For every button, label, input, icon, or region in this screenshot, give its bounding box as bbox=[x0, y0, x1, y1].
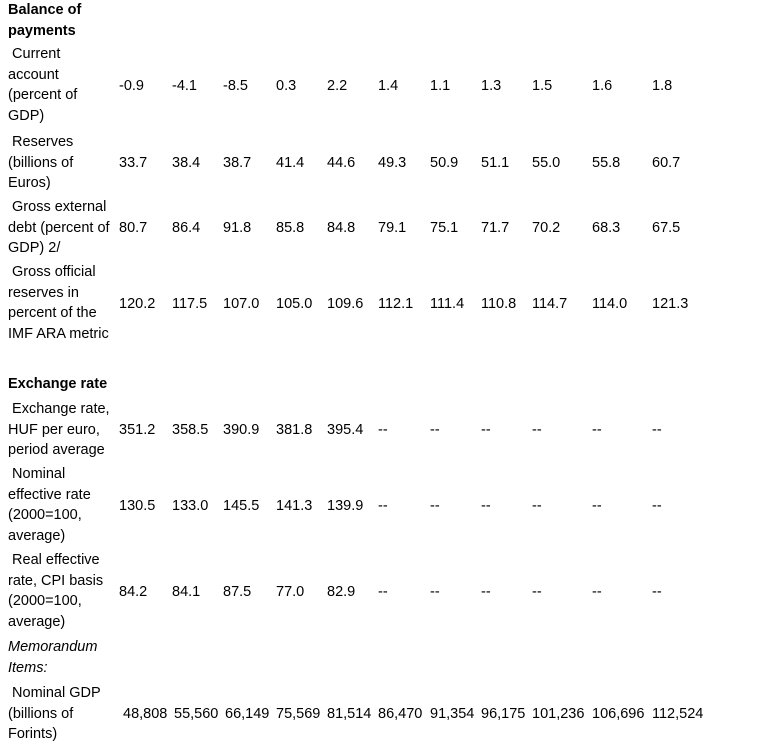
row-label: Current account (percent of GDP) bbox=[8, 46, 78, 125]
table-cell: 86,470 bbox=[378, 705, 423, 722]
table-cell: 86.4 bbox=[172, 219, 201, 236]
table-cell: -- bbox=[592, 583, 602, 600]
table-cell: -- bbox=[430, 583, 440, 600]
table-cell: 1.6 bbox=[592, 77, 613, 94]
table-cell: 84.8 bbox=[327, 219, 356, 236]
table-cell: 109.6 bbox=[327, 295, 364, 312]
table-row bbox=[0, 132, 779, 194]
row-label: Real effective rate, CPI basis (2000=100, average) bbox=[8, 552, 104, 631]
table-cell: 38.7 bbox=[223, 154, 252, 171]
row-label: Gross external debt (percent of GDP) 2/ bbox=[8, 199, 110, 257]
table-cell: 84.2 bbox=[119, 583, 148, 600]
table-cell: 1.3 bbox=[481, 77, 502, 94]
table-row bbox=[0, 197, 779, 259]
table-cell: 87.5 bbox=[223, 583, 252, 600]
table-cell: 112.1 bbox=[378, 295, 414, 312]
table-cell: 395.4 bbox=[327, 421, 364, 438]
table-cell: 114.7 bbox=[532, 295, 568, 312]
table-cell: -- bbox=[378, 497, 388, 514]
table-row bbox=[0, 550, 779, 634]
row-label: Nominal effective rate (2000=100, average) bbox=[8, 466, 91, 545]
table-row bbox=[0, 262, 779, 346]
table-cell: -- bbox=[532, 497, 542, 514]
table-cell: -- bbox=[652, 421, 662, 438]
table-cell: 75.1 bbox=[430, 219, 459, 236]
table-cell: 33.7 bbox=[119, 154, 148, 171]
table-cell: -- bbox=[378, 421, 388, 438]
table-cell: 71.7 bbox=[481, 219, 510, 236]
table-cell: 110.8 bbox=[481, 295, 517, 312]
table-cell: 2.2 bbox=[327, 77, 348, 94]
table-cell: 79.1 bbox=[378, 219, 407, 236]
table-cell: 49.3 bbox=[378, 154, 407, 171]
table-cell: -- bbox=[652, 497, 662, 514]
table-cell: -8.5 bbox=[223, 77, 248, 94]
table-cell: -- bbox=[481, 497, 491, 514]
table-cell: -- bbox=[652, 583, 662, 600]
table-cell: 145.5 bbox=[223, 497, 260, 514]
table-cell: 106,696 bbox=[592, 705, 645, 722]
table-cell: 77.0 bbox=[276, 583, 305, 600]
table-cell: 81,514 bbox=[327, 705, 372, 722]
table-cell: 1.8 bbox=[652, 77, 673, 94]
table-cell: 1.5 bbox=[532, 77, 553, 94]
table-cell: -- bbox=[592, 497, 602, 514]
table-cell: 44.6 bbox=[327, 154, 356, 171]
table-cell: 50.9 bbox=[430, 154, 459, 171]
table-cell: 114.0 bbox=[592, 295, 628, 312]
section-title-memorandum: Memorandum Items: bbox=[8, 639, 98, 676]
table-cell: 66,149 bbox=[225, 705, 270, 722]
table-cell: -- bbox=[532, 421, 542, 438]
table-cell: 38.4 bbox=[172, 154, 201, 171]
table-row bbox=[0, 464, 779, 548]
table-cell: 1.4 bbox=[378, 77, 399, 94]
table-cell: 60.7 bbox=[652, 154, 681, 171]
table-cell: 358.5 bbox=[172, 421, 209, 438]
section-title-exchange-rate: Exchange rate bbox=[8, 376, 108, 392]
row-label: Exchange rate, HUF per euro, period average bbox=[8, 401, 110, 459]
table-row bbox=[0, 399, 779, 461]
table-cell: 91.8 bbox=[223, 219, 252, 236]
table-row bbox=[0, 44, 779, 128]
table-cell: 80.7 bbox=[119, 219, 148, 236]
table-cell: 0.3 bbox=[276, 77, 297, 94]
table-cell: -- bbox=[378, 583, 388, 600]
table-cell: -- bbox=[532, 583, 542, 600]
table-cell: 75,569 bbox=[276, 705, 321, 722]
table-cell: 91,354 bbox=[430, 705, 475, 722]
table-cell: 139.9 bbox=[327, 497, 364, 514]
table-cell: 67.5 bbox=[652, 219, 681, 236]
table-cell: -- bbox=[481, 583, 491, 600]
table-cell: 68.3 bbox=[592, 219, 621, 236]
section-title-balance-of-payments: Balance of payments bbox=[8, 2, 82, 39]
table-cell: 55.0 bbox=[532, 154, 561, 171]
table-cell: 141.3 bbox=[276, 497, 313, 514]
table-cell: 390.9 bbox=[223, 421, 260, 438]
table-row bbox=[0, 683, 779, 745]
table-cell: 101,236 bbox=[532, 705, 585, 722]
table-cell: 121.3 bbox=[652, 295, 689, 312]
table-cell: 85.8 bbox=[276, 219, 305, 236]
table-cell: 82.9 bbox=[327, 583, 356, 600]
table-cell: -- bbox=[592, 421, 602, 438]
table-cell: 133.0 bbox=[172, 497, 209, 514]
row-label: Nominal GDP (billions of Forints) bbox=[8, 685, 101, 743]
table-cell: 112,524 bbox=[652, 705, 704, 722]
table-cell: 48,808 bbox=[123, 705, 168, 722]
table-cell: 117.5 bbox=[172, 295, 208, 312]
table-cell: -- bbox=[430, 497, 440, 514]
table-cell: 1.1 bbox=[430, 77, 451, 94]
table-cell: 105.0 bbox=[276, 295, 313, 312]
table-cell: 130.5 bbox=[119, 497, 156, 514]
row-label: Gross official reserves in percent of the IMF ARA metric bbox=[8, 264, 109, 343]
table-cell: -- bbox=[481, 421, 491, 438]
table-cell: 70.2 bbox=[532, 219, 561, 236]
table-cell: 84.1 bbox=[172, 583, 201, 600]
table-cell: 51.1 bbox=[481, 154, 510, 171]
table-cell: 351.2 bbox=[119, 421, 156, 438]
table-cell: -0.9 bbox=[119, 77, 144, 94]
table-cell: 120.2 bbox=[119, 295, 156, 312]
row-label: Reserves (billions of Euros) bbox=[8, 134, 74, 192]
table-cell: 107.0 bbox=[223, 295, 260, 312]
table-cell: 96,175 bbox=[481, 705, 526, 722]
table-cell: 111.4 bbox=[430, 295, 465, 312]
table-cell: 55,560 bbox=[174, 705, 219, 722]
table-cell: 41.4 bbox=[276, 154, 305, 171]
table-cell: -- bbox=[430, 421, 440, 438]
table-cell: 381.8 bbox=[276, 421, 313, 438]
table-cell: 55.8 bbox=[592, 154, 621, 171]
table-cell: -4.1 bbox=[172, 77, 197, 94]
